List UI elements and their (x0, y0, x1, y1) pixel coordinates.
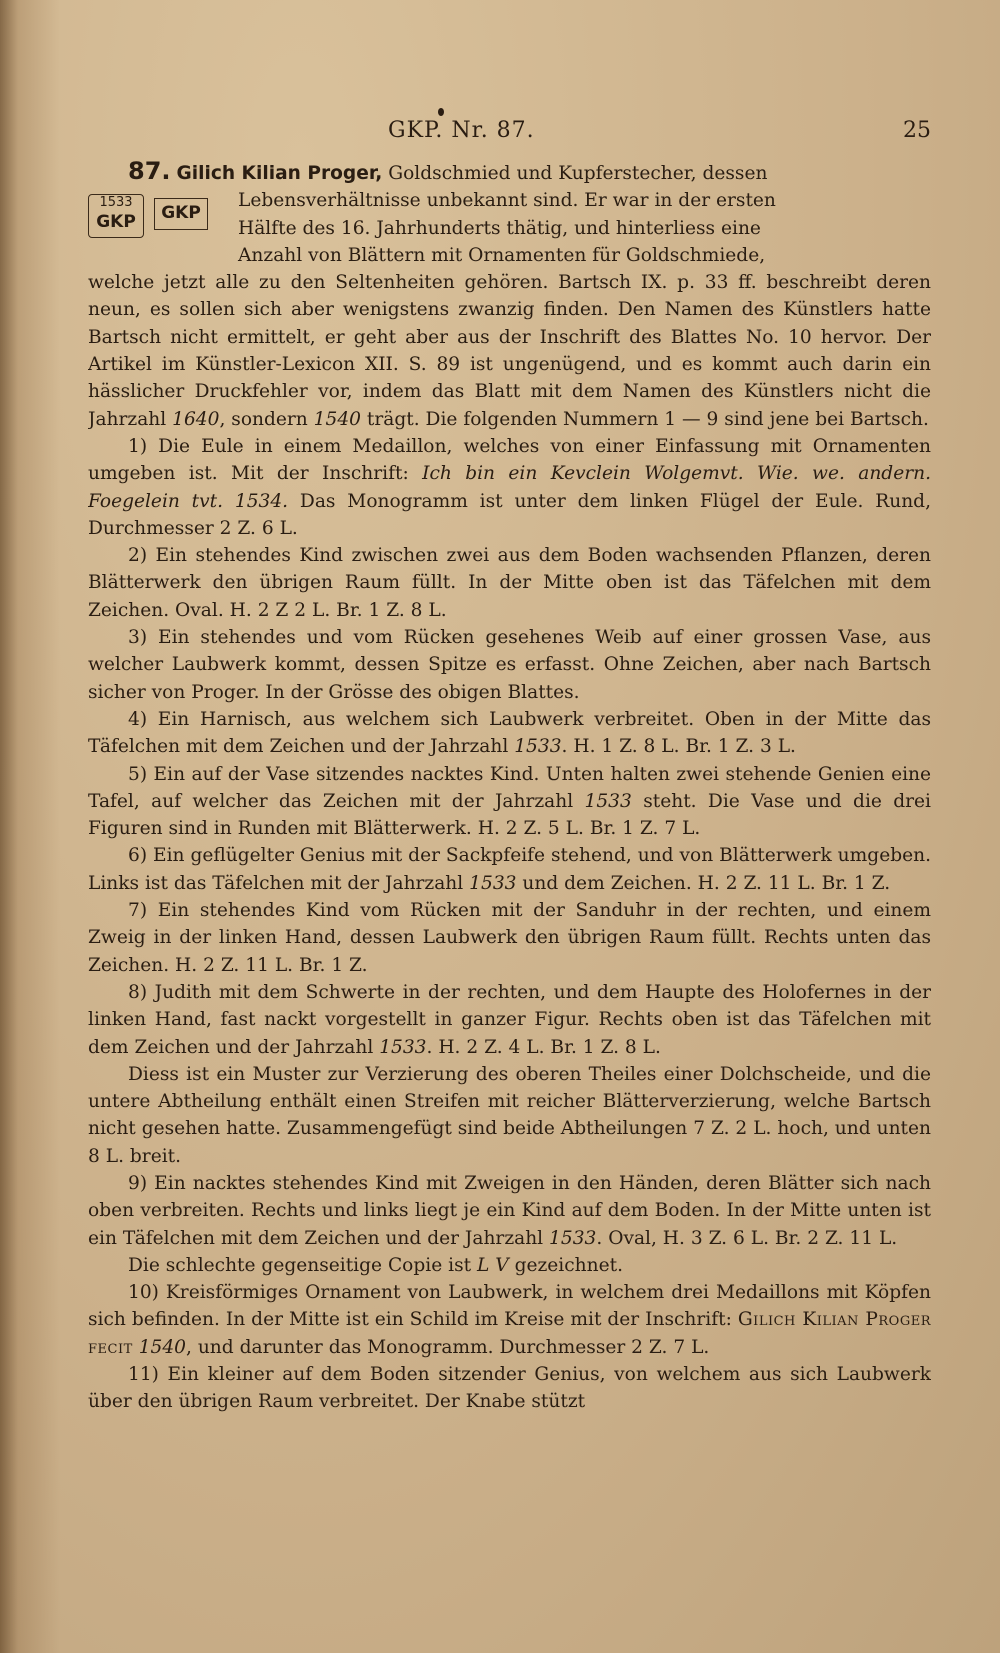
item-9-note (88, 1252, 931, 1279)
item-4-year: 1533 (514, 736, 562, 758)
monogram-text-1: GKP (96, 212, 136, 232)
running-title: GKP. Nr. 87. (388, 118, 535, 143)
intro-line-2: Lebensverhältnisse unbekannt sind. Er war in der ersten (238, 190, 776, 212)
intro-paragraph (88, 269, 931, 433)
item-10-inscription: Gilich Kilian Proger fecit (88, 1309, 931, 1358)
entry-first-line (128, 158, 931, 187)
intro-rest: welche jetzt alle zu den Seltenheiten gehören. Bartsch IX. p. 33 ff. beschreibt deren neun, es sollen sich aber wenigstens zwanzig finden. Den Namen des Künstlers hatte Bartsch nicht ermittelt, er geht aber aus der Inschrift des Blattes No. 10 hervor. Der Artikel im Künstler-Lexicon XII. S. 89 ist ungenügend, und es kommt auch darin ein hässlicher Druckfehler vor, indem das Blatt mit dem Namen des Künstlers nicht die Jahrzahl (88, 272, 931, 430)
item-6-text: 6) Ein geflügelter Genius mit der Sackpfeife stehend, und von Blätterwerk umgeben. Links ist das Täfelchen mit der Jahrzahl (88, 845, 931, 894)
item-9-end: . Oval, H. 3 Z. 6 L. Br. 2 Z. 11 L. (596, 1227, 898, 1249)
item-7: 7) Ein stehendes Kind vom Rücken mit der Sanduhr in der rechten, und einem Zweig in der linken Hand, dessen Laubwerk den übrigen Raum füllt. Rechts unten das Zeichen. H. 2 Z. 11 L. Br. 1 Z. (88, 900, 931, 976)
item-4-end: . H. 1 Z. 8 L. Br. 1 Z. 3 L. (561, 736, 796, 758)
entry-87-head (88, 158, 931, 269)
item-9-note-mark: L V (477, 1254, 509, 1276)
entry-text (88, 158, 931, 1416)
item-11: 11) Ein kleiner auf dem Boden sitzender Genius, von welchem aus sich Laubwerk über den übrigen Raum verbreitet. Der Knabe stützt (88, 1364, 931, 1413)
monogram-marks (88, 194, 228, 254)
item-10 (88, 1279, 931, 1361)
item-1-end: Das Monogramm ist unter dem linken Flügel der Eule. Rund, Durchmesser 2 Z. 6 L. (88, 490, 931, 539)
item-9-note-end: gezeichnet. (508, 1254, 624, 1276)
item-10-end: , und darunter das Monogramm. Durchmesser 2 Z. 7 L. (186, 1336, 710, 1358)
item-3: 3) Ein stehendes und vom Rücken gesehenes Weib auf einer grossen Vase, aus welcher Laubwerk kommt, dessen Spitze es erfasst. Ohne Zeichen, aber nach Bartsch sicher von Proger. In der Grösse des obigen Blattes. (88, 627, 931, 703)
item-6-end: und dem Zeichen. H. 2 Z. 11 L. Br. 1 Z. (516, 872, 891, 894)
intro-line-3: Hälfte des 16. Jahrhunderts thätig, und hinterliess eine (238, 217, 761, 239)
item-6-year: 1533 (469, 872, 517, 894)
intro-mid: , sondern (219, 408, 314, 430)
book-page (88, 118, 931, 1638)
intro-line-4: Anzahl von Blättern mit Ornamenten für Goldschmiede, (238, 244, 766, 266)
entry-number: 87. (128, 157, 171, 185)
item-10-year: 1540 (138, 1336, 187, 1358)
item-8-end: . H. 2 Z. 4 L. Br. 1 Z. 8 L. (426, 1036, 661, 1058)
item-9-text: 9) Ein nacktes stehendes Kind mit Zweigen in den Händen, deren Blätter sich nach oben verbreiten. Rechts und links liegt je ein Kind auf dem Boden. In der Mitte unten ist ein Täfelchen mit dem Zeichen und der Jahrzahl (88, 1172, 931, 1249)
item-9-note-text: Die schlechte gegenseitige Copie ist (128, 1254, 477, 1276)
item-10-text: 10) Kreisförmiges Ornament von Laubwerk, in welchem drei Medaillons mit Köpfen sich befinden. In der Mitte ist ein Schild im Kreise mit der Inschrift: (88, 1282, 931, 1331)
ink-dot (438, 108, 444, 116)
item-1 (88, 433, 931, 542)
artist-name: Gilich Kilian Proger, (176, 163, 383, 184)
item-5-end: steht. Die Vase und die drei Figuren sind in Runden mit Blätterwerk. H. 2 Z. 5 L. Br. 1 Z. 7 L. (88, 790, 931, 840)
item-8 (88, 979, 931, 1061)
intro-line-1: Goldschmied und Kupferstecher, dessen (382, 163, 768, 184)
item-8-text: 8) Judith mit dem Schwerte in der rechten, und dem Haupte des Holofernes in der linken Hand, fast nackt vorgestellt in ganzer Figur. Rechts oben ist das Täfelchen mit dem Zeichen und der Jahrzahl (88, 981, 931, 1058)
item-8-year: 1533 (379, 1036, 427, 1058)
intro-year-right: 1540 (313, 408, 361, 430)
item-4 (88, 706, 931, 761)
intro-year-wrong: 1640 (172, 408, 220, 430)
page-number: 25 (903, 118, 931, 143)
item-6 (88, 842, 931, 897)
item-5 (88, 761, 931, 843)
item-8-note: Diess ist ein Muster zur Verzierung des oberen Theiles einer Dolchscheide, und die untere Abtheilung enthält einen Streifen mit reicher Blätterverzierung, welche Bartsch nicht gesehen hatte. Zusammengefügt sind beide Abtheilungen 7 Z. 2 L. hoch, und unten 8 L. breit. (88, 1063, 931, 1167)
monogram-plain: GKP (154, 198, 208, 230)
item-2: 2) Ein stehendes Kind zwischen zwei aus dem Boden wachsenden Pflanzen, deren Blätterwerk den übrigen Raum füllt. In der Mitte oben ist das Täfelchen mit dem Zeichen. Oval. H. 2 Z 2 L. Br. 1 Z. 8 L. (88, 545, 931, 621)
monogram-year: 1533 (99, 195, 133, 210)
item-9-year: 1533 (549, 1227, 597, 1249)
item-5-text: 5) Ein auf der Vase sitzendes nacktes Kind. Unten halten zwei stehende Genien eine Tafel, auf welcher das Zeichen mit der Jahrzahl (88, 763, 931, 812)
running-head (88, 118, 931, 158)
item-1-text: 1) Die Eule in einem Medaillon, welches von einer Einfassung mit Ornamenten umgeben ist. Mit der Inschrift: (88, 435, 931, 485)
item-5-year: 1533 (584, 790, 632, 812)
item-4-text: 4) Ein Harnisch, aus welchem sich Laubwerk verbreitet. Oben in der Mitte das Täfelchen mit dem Zeichen und der Jahrzahl (88, 708, 931, 758)
intro-end: trägt. Die folgenden Nummern 1 — 9 sind jene bei Bartsch. (361, 408, 929, 430)
item-9 (88, 1170, 931, 1252)
monogram-with-year (88, 194, 144, 238)
item-1-inscription: Ich bin ein Kevclein Wolgemvt. Wie. we. andern. Foegelein tvt. 1534. (88, 463, 931, 512)
